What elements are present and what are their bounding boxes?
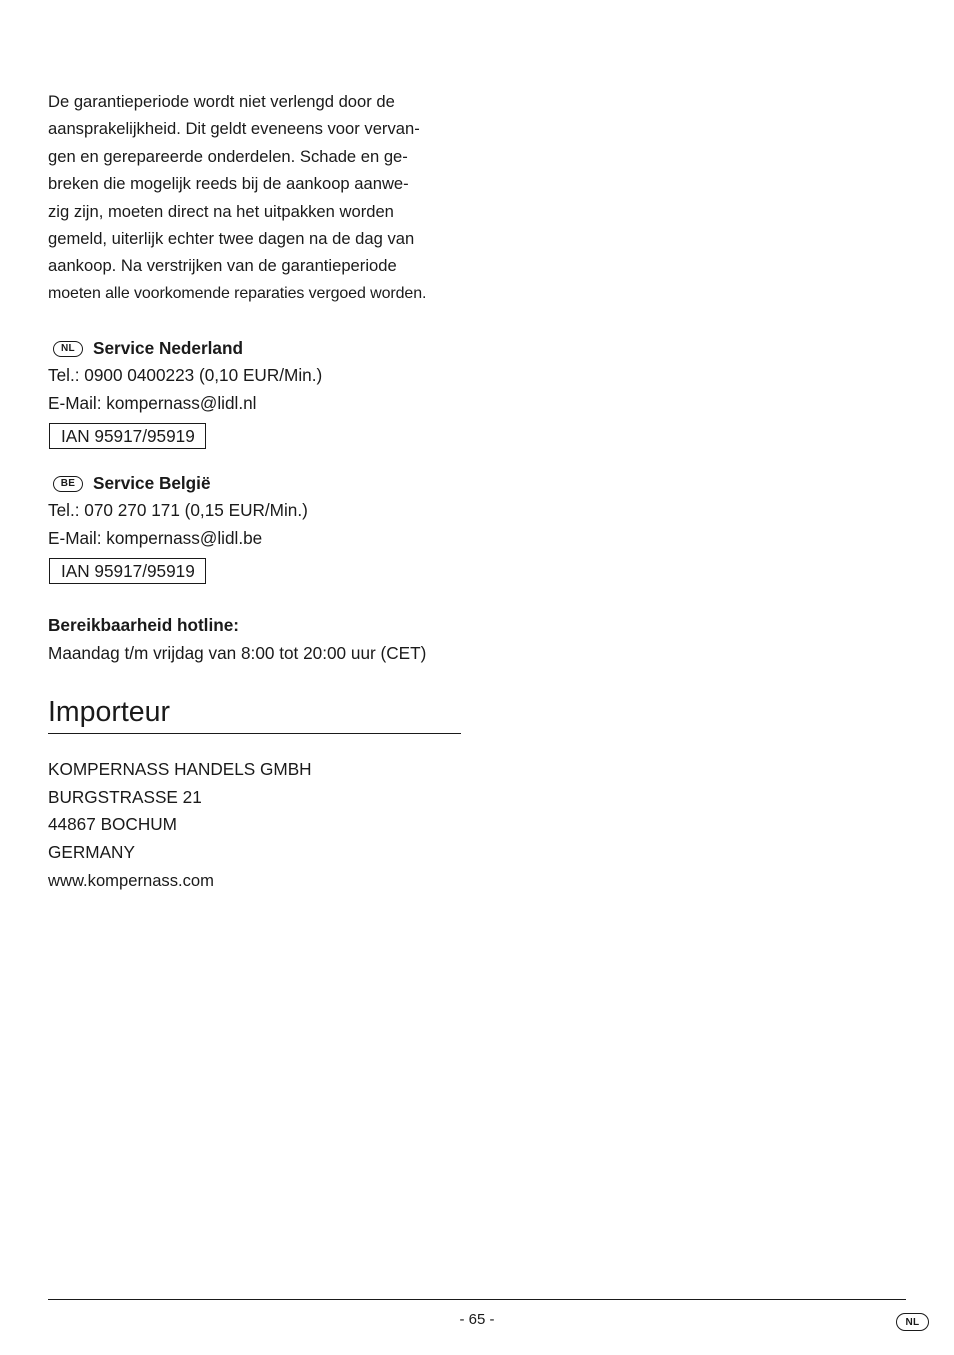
service-belgie-email: E-Mail: kompernass@lidl.be [48,527,263,548]
service-nederland-email: E-Mail: kompernass@lidl.nl [48,392,257,413]
warranty-line: gemeld, uiterlijk echter twee dagen na de dag van [48,229,415,249]
service-nederland [48,335,461,449]
warranty-line: De garantieperiode wordt niet verlengd door de [48,92,395,111]
warranty-line: aansprakelijkheid. Dit geldt eveneens voor vervan- [48,119,420,139]
importeur-address [48,756,461,894]
service-nederland-phone: Tel.: 0900 0400223 (0,10 EUR/Min.) [48,365,323,386]
hotline-label: Bereikbaarheid hotline: [48,615,240,636]
importeur-heading: Importeur [48,693,461,734]
service-nederland-title: Service Nederland [93,338,243,359]
footer-divider [48,1299,906,1300]
service-belgie-phone: Tel.: 070 270 171 (0,15 EUR/Min.) [48,500,308,521]
importeur-street: BURGSTRASSE 21 [48,786,202,807]
importeur-website: www.kompernass.com [48,870,214,890]
warranty-line: gen en gerepareerde onderdelen. Schade en ge- [48,146,408,166]
be-country-badge-icon: BE [53,476,83,492]
warranty-line: breken die mogelijk reeds bij de aankoop aanwe- [48,174,409,194]
warranty-line: aankoop. Na verstrijken van de garantieperiode [48,256,397,276]
warranty-paragraph [48,88,461,307]
footer-language-badge-icon: NL [896,1313,929,1331]
service-belgie [48,470,461,584]
importeur-company: KOMPERNASS HANDELS GMBH [48,759,312,780]
importeur-city: 44867 BOCHUM [48,814,177,835]
service-belgie-heading [48,470,461,497]
hotline-availability [48,611,461,667]
warranty-line: zig zijn, moeten direct na het uitpakken worden [48,201,394,221]
service-belgie-title: Service België [93,473,211,494]
hotline-hours: Maandag t/m vrijdag van 8:00 tot 20:00 uur (CET) [48,643,427,664]
page-number: - 65 - [459,1311,495,1328]
content-column [48,88,461,894]
service-belgie-ian: IAN 95917/95919 [49,558,206,584]
importeur-country: GERMANY [48,842,135,863]
warranty-line: moeten alle voorkomende reparaties vergoed worden. [48,284,427,302]
nl-country-badge-icon: NL [53,341,83,357]
service-nederland-heading [48,335,461,362]
service-nederland-ian: IAN 95917/95919 [49,423,206,449]
